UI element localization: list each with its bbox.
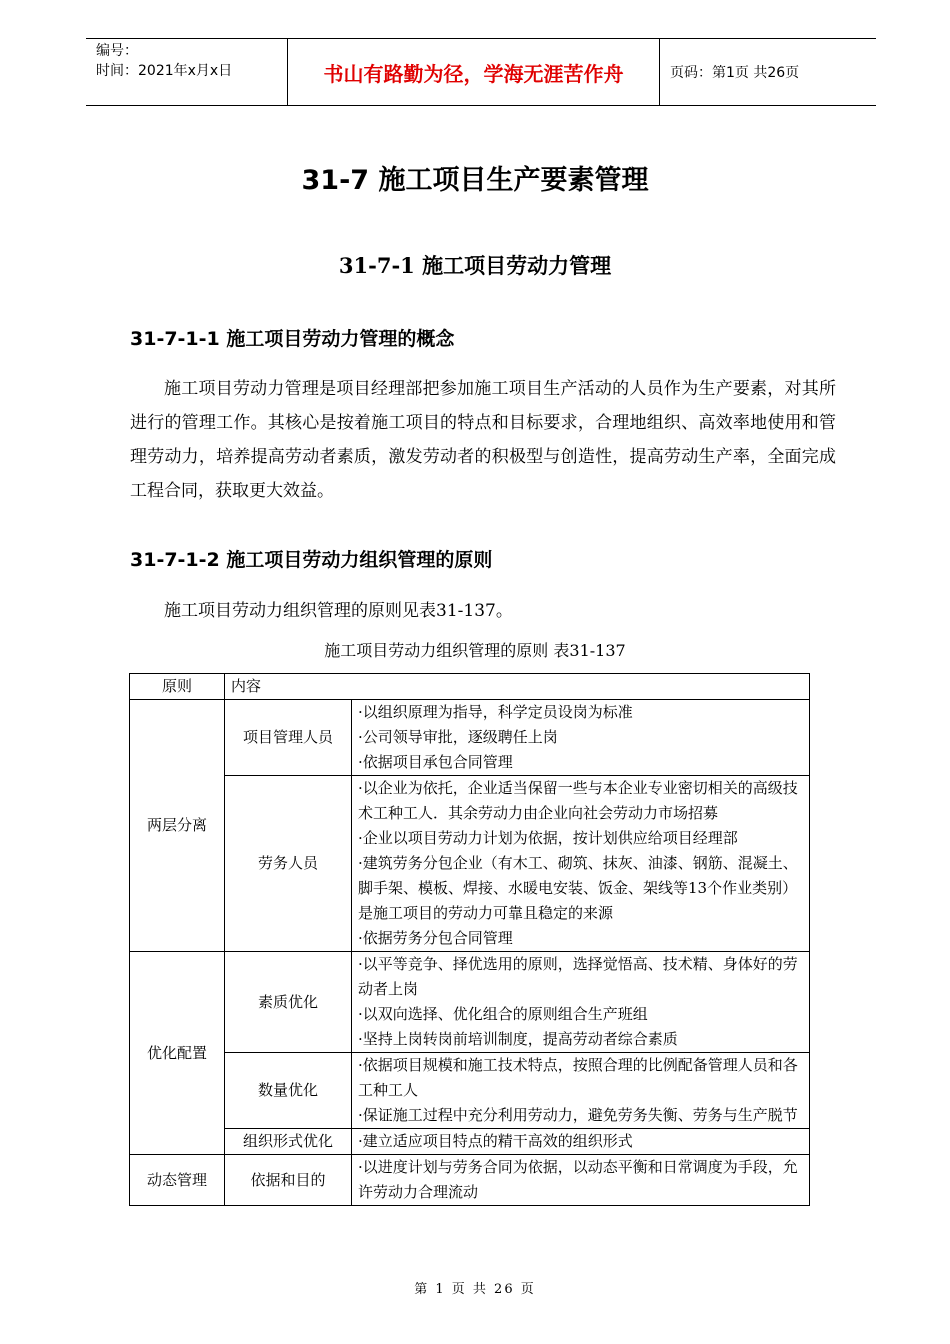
principles-intro-paragraph: 施工项目劳动力组织管理的原则见表31-137。 <box>164 601 513 621</box>
principles-table <box>129 673 810 1206</box>
content-line: ·以双向选择、优化组合的原则组合生产班组 <box>358 1005 648 1023</box>
header-motto: 书山有路勤为径，学海无涯苦作舟 <box>288 39 660 105</box>
content-line: ·依据项目承包合同管理 <box>358 753 513 771</box>
content-line: ·依据项目规模和施工技术特点，按照合理的比例配备管理人员和各工种工人 <box>358 1056 798 1099</box>
content-cell <box>352 1155 810 1206</box>
table-header-row <box>130 674 810 700</box>
category-cell: 组织形式优化 <box>225 1129 352 1155</box>
subsection-heading-2: 31-7-1-2 施工项目劳动力组织管理的原则 <box>130 549 493 571</box>
content-cell <box>352 1129 810 1155</box>
content-cell <box>352 776 810 952</box>
principle-cell: 两层分离 <box>130 700 225 952</box>
header-page-info: 页码：第1页 共26页 <box>670 65 800 81</box>
content-cell <box>352 700 810 776</box>
category-cell: 依据和目的 <box>225 1155 352 1206</box>
page-header <box>86 38 876 106</box>
table-caption: 施工项目劳动力组织管理的原则 表31-137 <box>324 641 626 660</box>
content-cell <box>352 1053 810 1129</box>
document-title: 31-7 施工项目生产要素管理 <box>301 165 649 196</box>
content-line: ·以组织原理为指导，科学定员设岗为标准 <box>358 703 633 721</box>
content-line: ·以进度计划与劳务合同为依据，以动态平衡和日常调度为手段，允许劳动力合理流动 <box>358 1158 798 1201</box>
header-content: 内容 <box>225 674 810 700</box>
content-line: ·以平等竞争、择优选用的原则，选择觉悟高、技术精、身体好的劳动者上岗 <box>358 955 798 998</box>
time-label: 时间：2021年x月x日 <box>96 63 233 79</box>
header-meta <box>86 39 288 105</box>
subsection-heading-1: 31-7-1-1 施工项目劳动力管理的概念 <box>130 328 455 350</box>
content-line: ·建立适应项目特点的精干高效的组织形式 <box>358 1132 633 1150</box>
content-line: ·以企业为依托，企业适当保留一些与本企业专业密切相关的高级技术工种工人．其余劳动力由企业向社会劳动力市场招募 <box>358 779 798 822</box>
content-line: ·保证施工过程中充分利用劳动力，避免劳务失衡、劳务与生产脱节 <box>358 1106 798 1124</box>
content-line: ·依据劳务分包合同管理 <box>358 929 513 947</box>
table-row <box>130 1155 810 1206</box>
table-row <box>130 700 810 776</box>
page-footer: 第 1 页 共 26 页 <box>414 1282 536 1297</box>
table-row <box>130 1053 810 1129</box>
principle-cell: 动态管理 <box>130 1155 225 1206</box>
section-title: 31-7-1 施工项目劳动力管理 <box>338 253 612 278</box>
content-line: ·公司领导审批，逐级聘任上岗 <box>358 728 558 746</box>
concept-paragraph: 施工项目劳动力管理是项目经理部把参加施工项目生产活动的人员作为生产要素，对其所进行的管理工作。其核心是按着施工项目的特点和目标要求，合理地组织、高效率地使用和管理劳动力，培养提高劳动者素质，激发劳动者的积极型与创造性，提高劳动生产率，全面完成工程合同，获取更大效益。 <box>130 379 836 501</box>
category-cell: 项目管理人员 <box>225 700 352 776</box>
content-line: ·坚持上岗转岗前培训制度，提高劳动者综合素质 <box>358 1030 678 1048</box>
table-row <box>130 952 810 1053</box>
header-principle: 原则 <box>130 674 225 700</box>
content-line: ·企业以项目劳动力计划为依据，按计划供应给项目经理部 <box>358 829 738 847</box>
content-cell <box>352 952 810 1053</box>
content-line: ·建筑劳务分包企业（有木工、砌筑、抹灰、油漆、钢筋、混凝土、脚手架、模板、焊接、水暖电安装、饭金、架线等13个作业类别）是施工项目的劳动力可靠且稳定的来源 <box>358 854 798 922</box>
table-row <box>130 1129 810 1155</box>
category-cell: 素质优化 <box>225 952 352 1053</box>
category-cell: 劳务人员 <box>225 776 352 952</box>
table-row <box>130 776 810 952</box>
category-cell: 数量优化 <box>225 1053 352 1129</box>
serial-label: 编号： <box>96 43 138 59</box>
principle-cell: 优化配置 <box>130 952 225 1155</box>
